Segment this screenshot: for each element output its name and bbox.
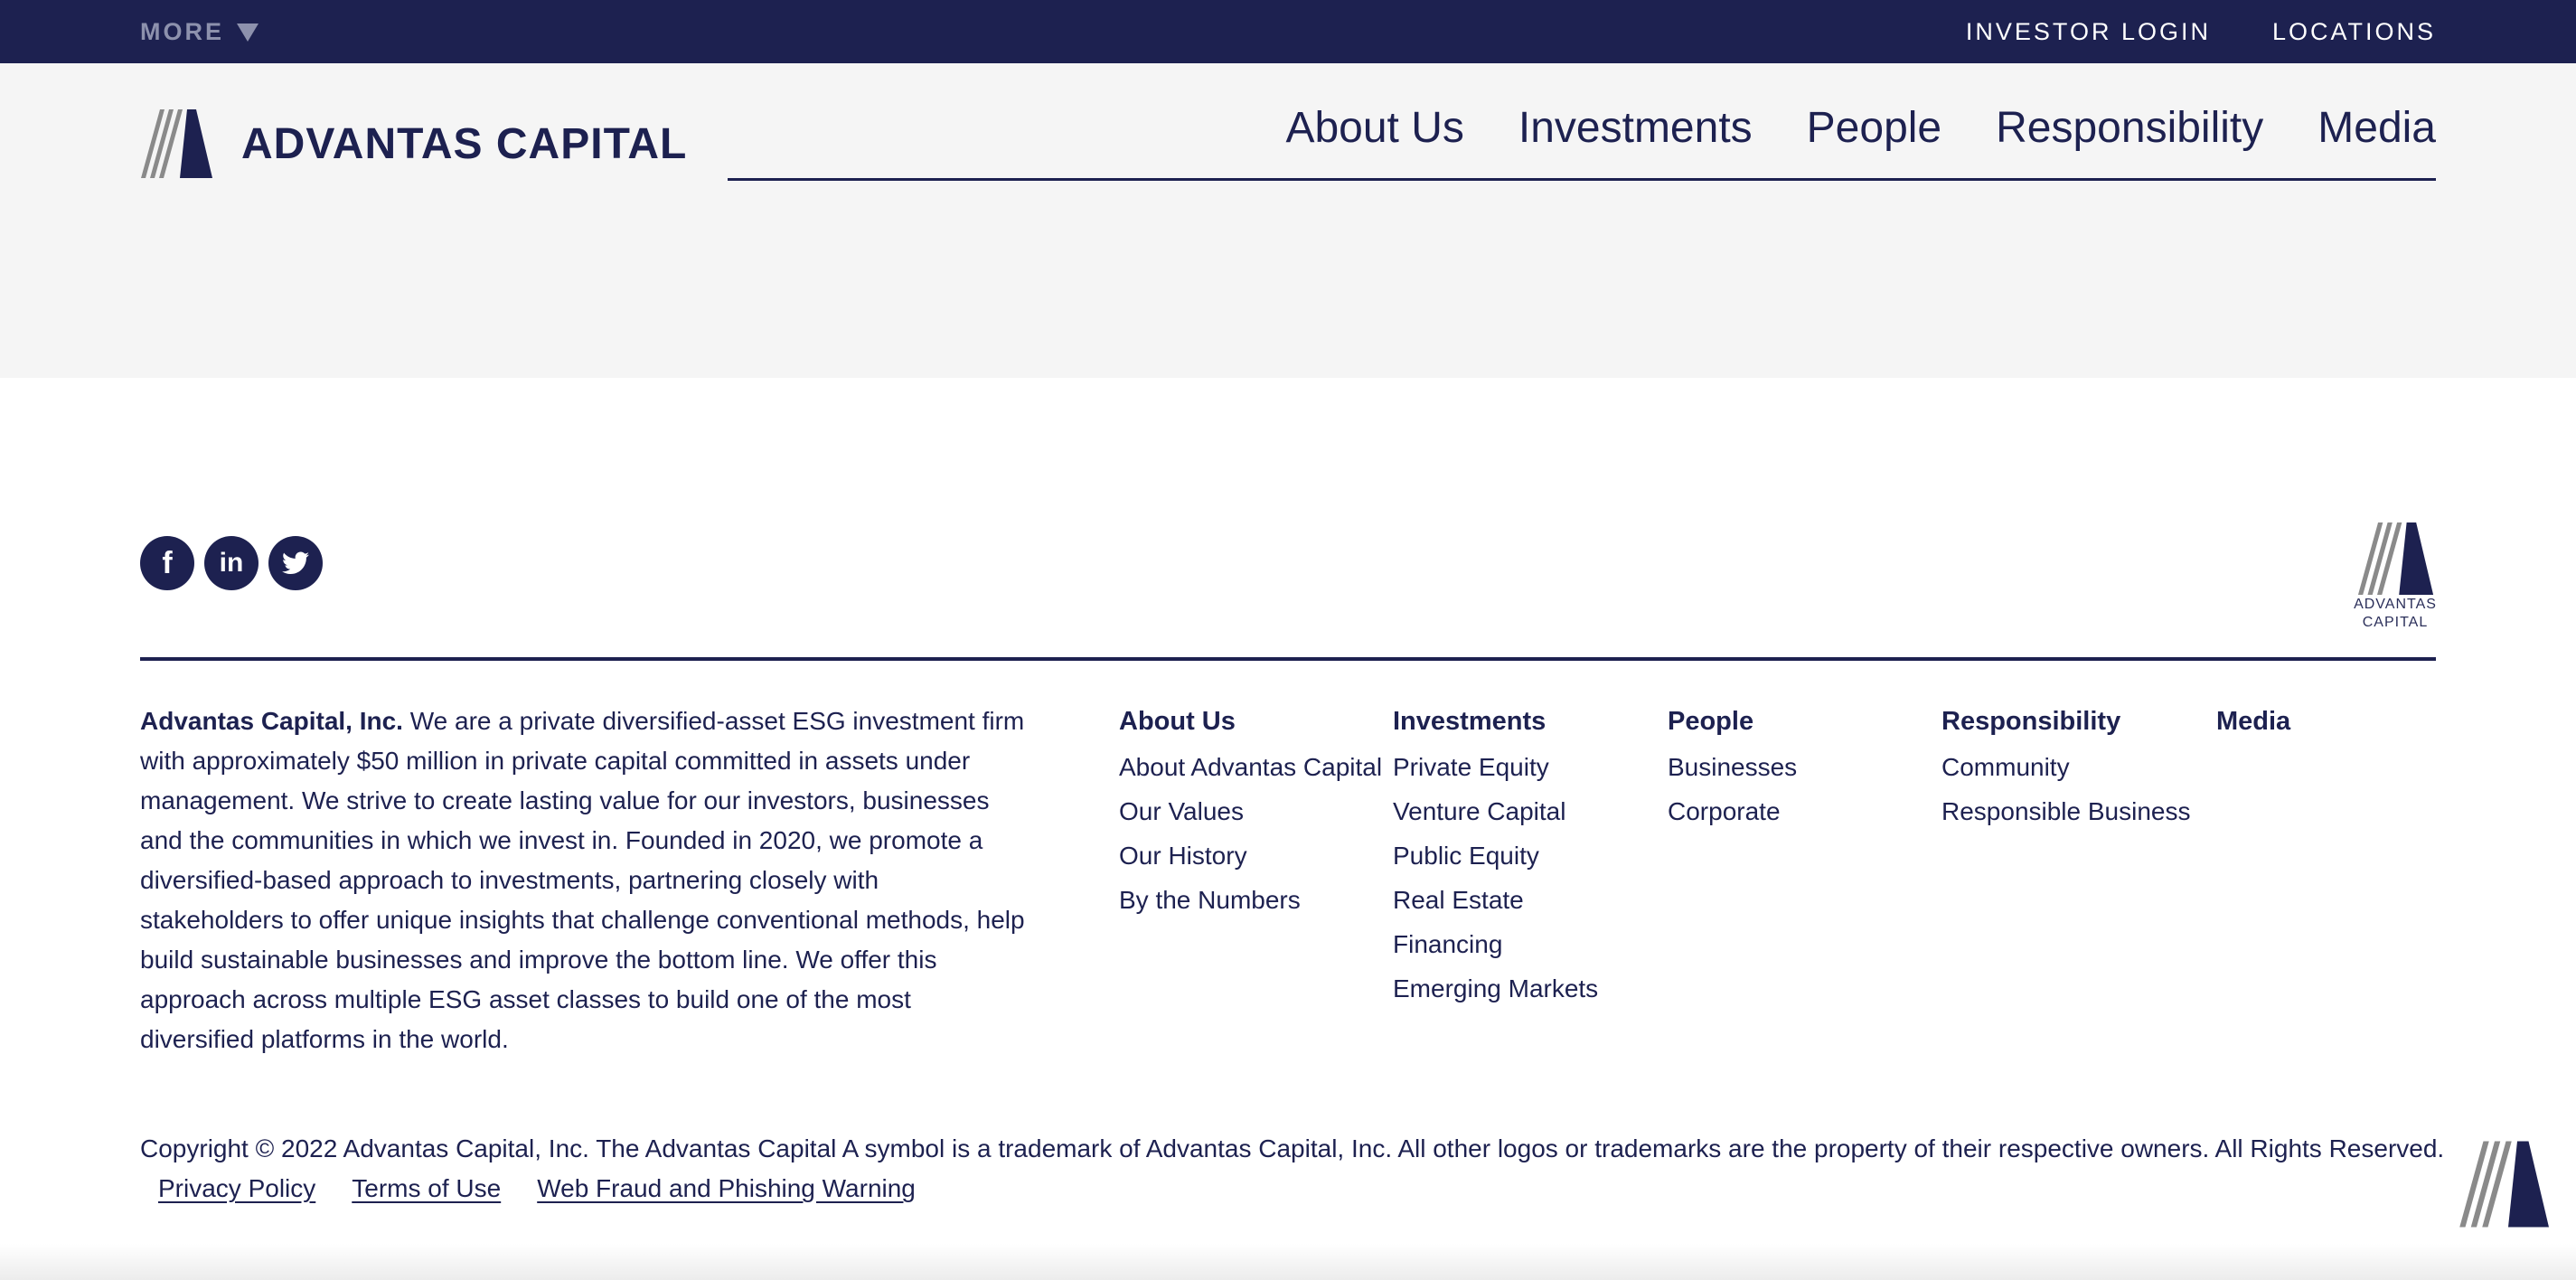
nav-investments[interactable]: Investments [1518, 104, 1753, 152]
copyright-text: Copyright © 2022 Advantas Capital, Inc. The Advantas Capital A symbol is a trademark of Advantas Capital, Inc. All other logos or trademarks are the property of their respective owners. All Rights Reserved. [140, 1134, 2445, 1162]
more-menu-button[interactable] [140, 0, 259, 63]
footer-logo [2353, 522, 2438, 631]
footer-heading-responsibility: Responsibility [1941, 707, 2121, 736]
footer-link-about-advantas-capital[interactable]: About Advantas Capital [1119, 753, 1383, 781]
footer-column-media [2216, 701, 2290, 745]
footer-divider [140, 657, 2436, 661]
advantas-a-logo-icon [140, 109, 212, 178]
twitter-bird-icon [282, 551, 309, 575]
back-to-top-logo[interactable] [2458, 1141, 2549, 1232]
utility-bar [0, 0, 2576, 63]
footer-column-investments [1393, 701, 1598, 1011]
footer-heading-about-us: About Us [1119, 707, 1236, 736]
facebook-icon: f [162, 546, 173, 580]
footer-link-venture-capital[interactable]: Venture Capital [1393, 797, 1566, 825]
company-description-text: We are a private diversified-asset ESG investment firm with approximately $50 million in private capital committed in assets under management. We strive to create lasting value for our investors, businesses and the communities in which we invest in. Founded in 2020, we promote a diversified-based approach to investments, partnering closely with stakeholders to offer unique insights that challenge conventional methods, help build sustainable businesses and improve the bottom line. We offer this approach across multiple ESG asset classes to build one of the most diversified platforms in the world. [140, 707, 1025, 1053]
twitter-link[interactable] [268, 536, 323, 590]
footer-column-responsibility [1941, 701, 2191, 833]
footer-link-real-estate[interactable]: Real Estate [1393, 886, 1524, 914]
footer-link-responsible-business[interactable]: Responsible Business [1941, 797, 2191, 825]
nav-about-us[interactable]: About Us [1285, 104, 1464, 152]
social-links [140, 536, 323, 590]
footer-link-our-values[interactable]: Our Values [1119, 797, 1244, 825]
investor-login-link[interactable]: INVESTOR LOGIN [1965, 17, 2211, 45]
footer-column-people [1668, 701, 1797, 833]
nav-underline-divider [728, 178, 2436, 181]
footer-link-by-the-numbers[interactable]: By the Numbers [1119, 886, 1301, 914]
terms-of-use-link[interactable]: Terms of Use [352, 1174, 502, 1202]
footer-link-businesses[interactable]: Businesses [1668, 753, 1798, 781]
footer-heading-media: Media [2216, 707, 2291, 736]
footer-link-private-equity[interactable]: Private Equity [1393, 753, 1549, 781]
locations-link[interactable]: LOCATIONS [2271, 17, 2436, 45]
brand-logo[interactable] [140, 109, 687, 178]
company-description [140, 701, 1026, 1059]
footer-link-public-equity[interactable]: Public Equity [1393, 842, 1539, 870]
footer-heading-investments: Investments [1393, 707, 1547, 736]
company-name: Advantas Capital, Inc. [140, 707, 403, 735]
advantas-a-logo-icon [2356, 522, 2434, 595]
more-label: MORE [140, 17, 224, 45]
facebook-link[interactable] [140, 536, 194, 590]
utility-links [1966, 0, 2436, 63]
nav-responsibility[interactable]: Responsibility [1996, 104, 2264, 152]
linkedin-link[interactable] [204, 536, 259, 590]
footer-link-our-history[interactable]: Our History [1119, 842, 1247, 870]
main-nav [1285, 103, 2436, 153]
privacy-policy-link[interactable]: Privacy Policy [158, 1174, 316, 1202]
footer-heading-people: People [1668, 707, 1754, 736]
nav-media[interactable]: Media [2317, 104, 2436, 152]
brand-name: ADVANTAS CAPITAL [241, 119, 688, 168]
web-fraud-warning-link[interactable]: Web Fraud and Phishing Warning [537, 1174, 916, 1202]
triangle-down-icon [237, 24, 259, 42]
footer-link-emerging-markets[interactable]: Emerging Markets [1393, 974, 1599, 1002]
footer-logo-line1: ADVANTAS [2354, 597, 2437, 612]
footer-logo-line2: CAPITAL [2362, 615, 2429, 630]
footer-link-financing[interactable]: Financing [1393, 930, 1503, 958]
nav-people[interactable]: People [1806, 104, 1942, 152]
site-header [0, 63, 2576, 378]
bottom-shadow [0, 1244, 2576, 1280]
advantas-a-logo-icon [2458, 1141, 2549, 1228]
footer-link-corporate[interactable]: Corporate [1668, 797, 1781, 825]
linkedin-icon: in [219, 548, 244, 578]
footer-link-community[interactable]: Community [1941, 753, 2070, 781]
legal-links [158, 1169, 916, 1209]
footer-column-about-us [1119, 701, 1382, 922]
